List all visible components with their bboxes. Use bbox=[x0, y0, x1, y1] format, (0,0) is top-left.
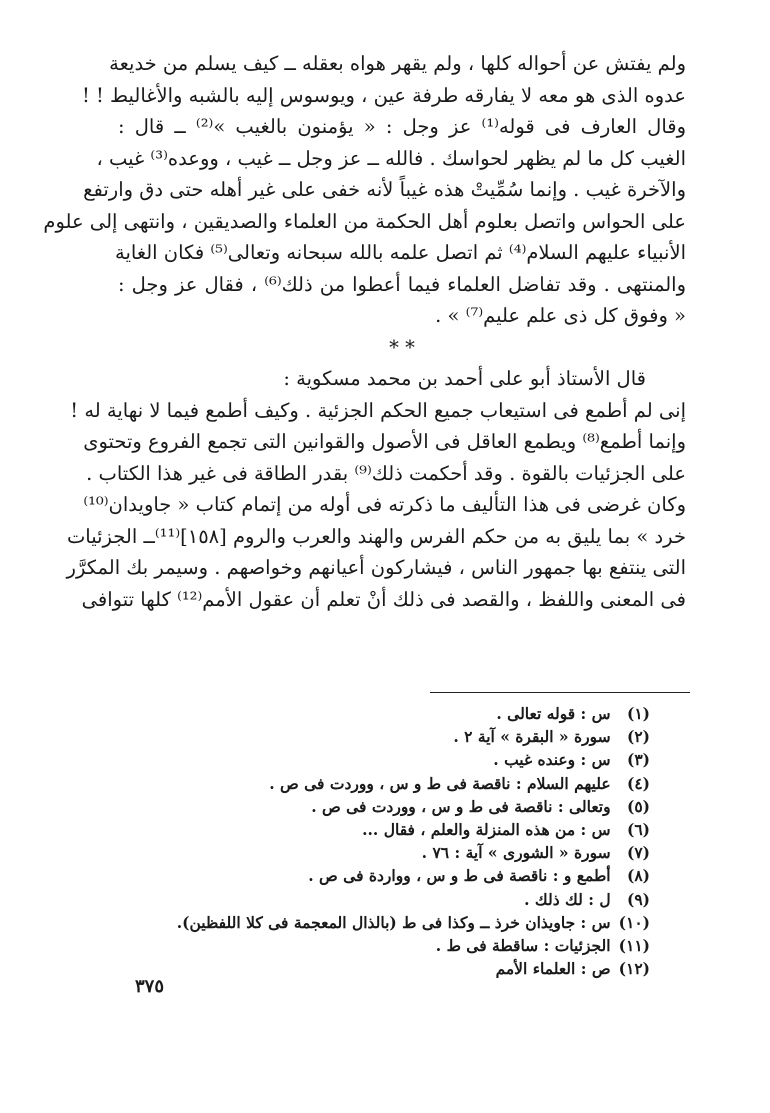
footnote-divider bbox=[430, 692, 690, 693]
footnote-number: (٧) bbox=[626, 843, 650, 863]
page-number: ٣٧٥ bbox=[135, 976, 165, 997]
text-line: وإنما أطمع⁽⁸⁾ ويطمع العاقل فى الأصول والقوانين التى تجمع الفروع وتحتوى bbox=[83, 430, 686, 453]
footnote-text: عليهم السلام : ناقصة فى ط و س ، ووردت فى ص . bbox=[269, 773, 611, 793]
section-heading: قال الأستاذ أبو على أحمد بن محمد مسكوية : bbox=[283, 367, 646, 390]
footnote bbox=[160, 888, 650, 911]
text-line: إنى لم أطمع فى استيعاب جميع الحكم الجزئية . وكيف أطمع فيما لا نهاية له ! bbox=[70, 398, 686, 422]
footnote-text: س : من هذه المنزلة والعلم ، فقال ... bbox=[362, 819, 611, 839]
footnote bbox=[160, 957, 650, 980]
footnote-number: (١٠) bbox=[618, 912, 650, 932]
text-line: على الجزئيات بالقوة . وقد أحكمت ذلك⁽⁹⁾ بقدر الطاقة فى غير هذا الكتاب . bbox=[86, 461, 686, 485]
text-line: الغيب كل ما لم يظهر لحواسك . فالله ــ عز وجل ــ غيب ، ووعده⁽³⁾ غيب ، bbox=[96, 146, 686, 170]
footnote bbox=[160, 772, 650, 795]
footnote-number: (٥) bbox=[626, 796, 650, 816]
section-separator: * * bbox=[389, 335, 415, 359]
main-text bbox=[43, 48, 686, 615]
footnote bbox=[160, 934, 650, 957]
footnote-text: سورة « الشورى » آية : ٧٦ . bbox=[421, 843, 611, 863]
footnote-number: (٤) bbox=[626, 773, 650, 793]
footnote-number: (٩) bbox=[626, 889, 650, 909]
footnote-text: سورة « البقرة » آية ٢ . bbox=[453, 727, 611, 747]
footnote-number: (٦) bbox=[626, 819, 650, 839]
footnote bbox=[160, 911, 650, 934]
footnote-text: ل : لك ذلك . bbox=[524, 889, 611, 909]
text-line: وقال العارف فى قوله⁽¹⁾ عز وجل : « يؤمنون بالغيب »⁽²⁾ ــ قال : bbox=[118, 115, 686, 138]
footnote-text: س : قوله تعالى . bbox=[496, 704, 611, 723]
footnote bbox=[160, 748, 650, 771]
footnote-number: (١١) bbox=[618, 935, 650, 955]
footnote-number: (٢) bbox=[626, 727, 650, 747]
text-line: على الحواس واتصل بعلوم أهل الحكمة من العلماء والصديقين ، وانتهى إلى علوم bbox=[43, 209, 686, 233]
text-line: عدوه الذى هو معه لا يفارقه طرفة عين ، ويوسوس إليه بالشبه والأغاليط ! ! bbox=[81, 83, 686, 107]
footnote bbox=[160, 702, 650, 725]
text-line: والمنتهى . وقد تفاضل العلماء فيما أعطوا من ذلك⁽⁶⁾ ، فقال عز وجل : bbox=[118, 272, 686, 296]
footnote-text: ص : العلماء الأمم bbox=[495, 959, 611, 979]
footnote bbox=[160, 818, 650, 841]
footnote-number: (١) bbox=[626, 704, 650, 723]
footnote bbox=[160, 864, 650, 887]
footnote-number: (٣) bbox=[626, 750, 650, 770]
footnote-number: (٨) bbox=[626, 866, 650, 886]
footnote bbox=[160, 795, 650, 818]
footnote bbox=[160, 725, 650, 748]
text-line: وكان غرضى فى هذا التأليف ما ذكرته فى أوله من إتمام كتاب « جاويدان⁽¹⁰⁾ bbox=[83, 493, 686, 516]
text-line: خرد » بما يليق به من حكم الفرس والهند والعرب والروم [١٥٨]⁽¹¹⁾ــ الجزئيات bbox=[66, 524, 686, 548]
footnote-number: (١٢) bbox=[618, 959, 650, 979]
footnote-text: س : وعنده غيب . bbox=[493, 750, 611, 770]
footnote-text: أطمع و : ناقصة فى ط و س ، وواردة فى ص . bbox=[308, 866, 611, 886]
text-line: ولم يفتش عن أحواله كلها ، ولم يقهر هواه بعقله ــ كيف يسلم من خديعة bbox=[109, 52, 686, 75]
text-line: والآخرة غيب . وإنما سُمِّيتْ هذه غيباً لأنه خفى على غير أهله حتى دق وارتفع bbox=[83, 178, 686, 201]
text-line: فى المعنى واللفظ ، والقصد فى ذلك أنْ تعلم أن عقول الأمم⁽¹²⁾ كلها تتوافى bbox=[81, 587, 686, 611]
footnote-text: الجزئيات : ساقطة فى ط . bbox=[435, 935, 611, 955]
footnotes bbox=[160, 702, 650, 980]
text-line: الأنبياء عليهم السلام⁽⁴⁾ ثم اتصل علمه بالله سبحانه وتعالى⁽⁵⁾ فكان الغاية bbox=[115, 241, 686, 264]
footnote bbox=[160, 841, 650, 864]
text-line: التى ينتفع بها جمهور الناس ، فيشاركون أعيانهم وخواصهم . وسيمر بك المكرَّر bbox=[66, 556, 686, 579]
footnote-text: وتعالى : ناقصة فى ط و س ، ووردت فى ص . bbox=[311, 796, 611, 816]
footnote-text: س : جاويذان خرذ ــ وكذا فى ط (بالذال المعجمة فى كلا اللفظين). bbox=[176, 912, 611, 932]
text-line: « وفوق كل ذى علم عليم⁽⁷⁾ » . bbox=[435, 304, 686, 327]
